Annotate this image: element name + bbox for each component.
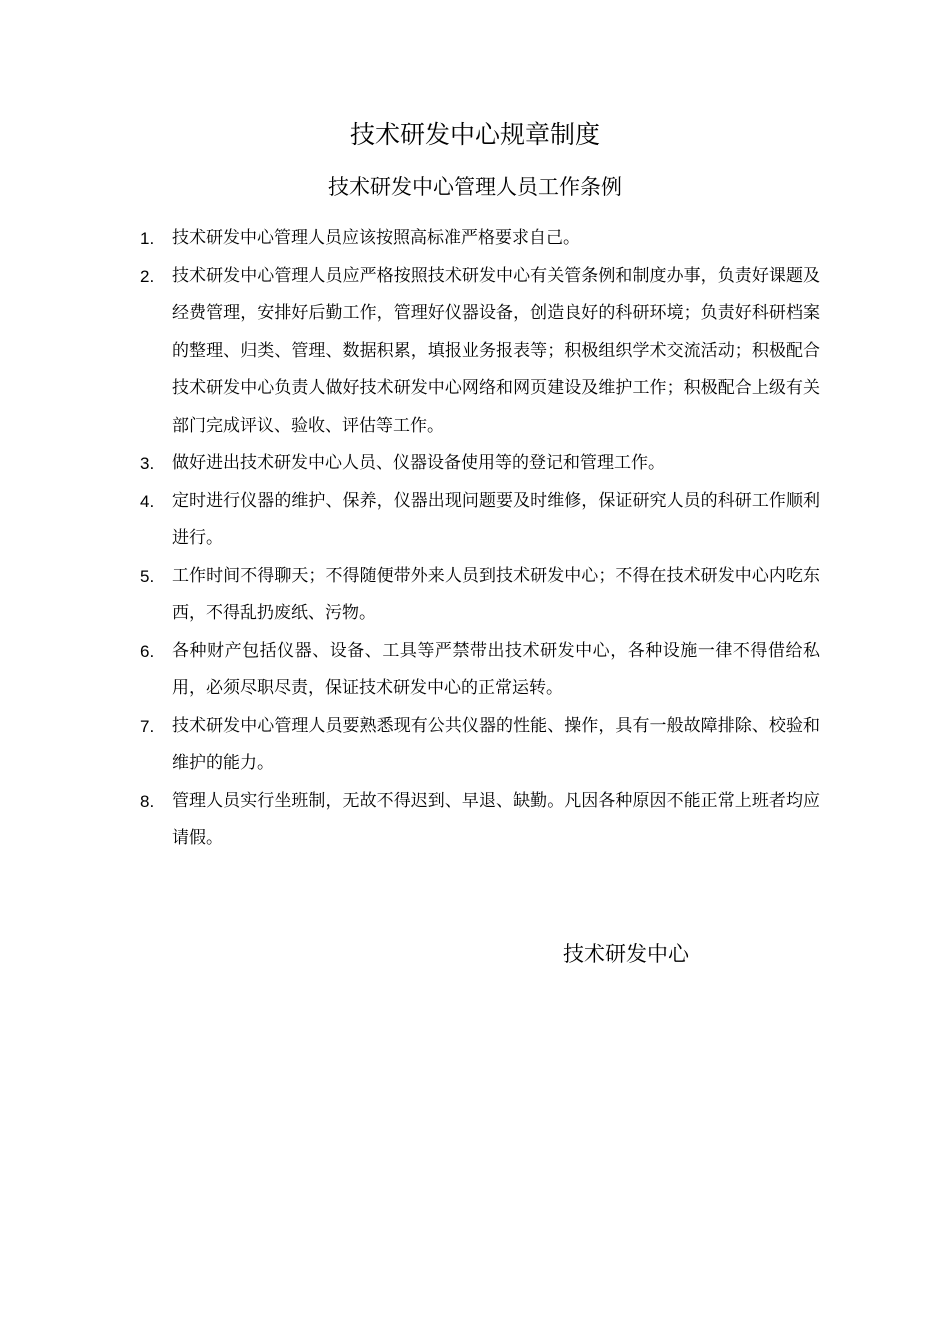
- rule-number: 5.: [140, 566, 155, 586]
- rules-list: [140, 220, 820, 858]
- rule-item: [140, 483, 820, 558]
- rule-item: [140, 783, 820, 858]
- rule-number: 6.: [140, 641, 155, 661]
- rule-item: [140, 708, 820, 783]
- rule-number: 2.: [140, 266, 155, 286]
- rule-text: 做好进出技术研发中心人员、仪器设备使用等的登记和管理工作。: [172, 453, 665, 473]
- rule-number: 1.: [140, 229, 155, 248]
- rule-item: [140, 258, 820, 446]
- rule-text: 技术研发中心管理人员要熟悉现有公共仪器的性能、操作，具有一般故障排除、校验和维护的能力。: [172, 715, 820, 773]
- rule-text: 管理人员实行坐班制，无故不得迟到、早退、缺勤。凡因各种原因不能正常上班者均应请假。: [172, 790, 820, 848]
- rule-item: [140, 445, 820, 483]
- rule-number: 3.: [140, 454, 155, 473]
- signature: 技术研发中心: [563, 942, 689, 966]
- document-subtitle: 技术研发中心管理人员工作条例: [328, 175, 622, 199]
- document-title: 技术研发中心规章制度: [349, 120, 600, 149]
- rule-text: 各种财产包括仪器、设备、工具等严禁带出技术研发中心，各种设施一律不得借给私用，必须尽职尽责，保证技术研发中心的正常运转。: [172, 640, 820, 698]
- rule-text: 工作时间不得聊天；不得随便带外来人员到技术研发中心；不得在技术研发中心内吃东西，不得乱扔废纸、污物。: [172, 565, 820, 623]
- rule-item: [140, 220, 820, 258]
- rule-item: [140, 633, 820, 708]
- rule-number: 8.: [140, 791, 155, 811]
- rule-text: 技术研发中心管理人员应严格按照技术研发中心有关管条例和制度办事，负责好课题及经费管理，安排好后勤工作，管理好仪器设备，创造良好的科研环境；负责好科研档案的整理、归类、管理、数据积累，填报业务报表等；积极组织学术交流活动；积极配合技术研发中心负责人做好技术研发中心网络和网页建设及维护工作；积极配合上级有关部门完成评议、验收、评估等工作。: [172, 265, 820, 436]
- rule-text: 定时进行仪器的维护、保养，仪器出现问题要及时维修，保证研究人员的科研工作顺利进行。: [172, 490, 820, 548]
- rule-number: 7.: [140, 716, 155, 736]
- rule-text: 技术研发中心管理人员应该按照高标准严格要求自己。: [172, 228, 580, 248]
- rule-number: 4.: [140, 491, 155, 511]
- rule-item: [140, 558, 820, 633]
